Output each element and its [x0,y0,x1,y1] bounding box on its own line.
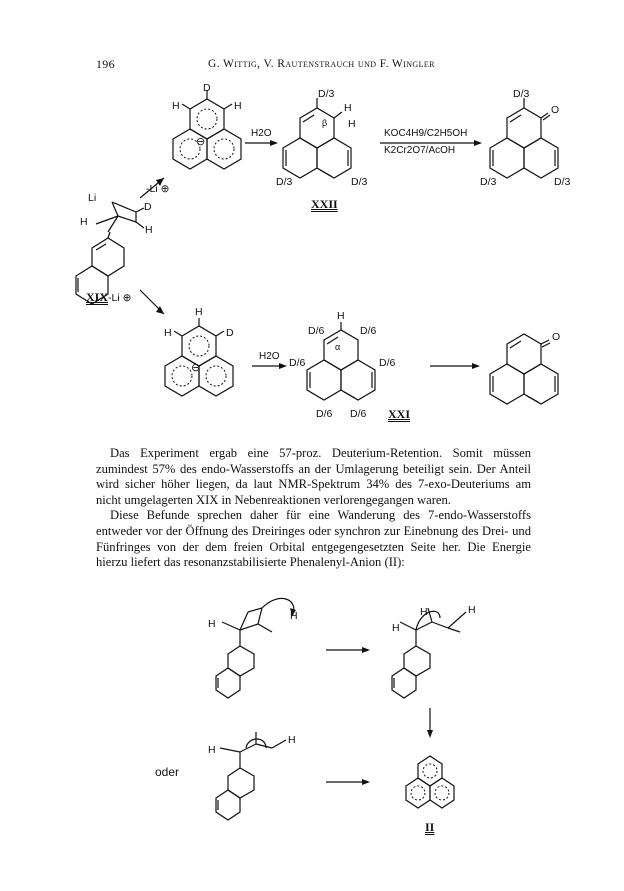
label-h-1: H [172,100,180,112]
paragraph-2: Diese Befunde sprechen daher für eine Wanderung des 7-endo-Wasserstoffs entweder vor der Öffnung des Dreiringes oder synchron zur Einebnung des Drei- und Fünfringes von der dem freien Orbital entgegengesetzten Seite her. Die Energie hierzu liefert das resonanzstabilisierte Phenalenyl-Anion (II): [96,508,531,570]
compound-xxii-structure [283,98,351,178]
label-h-mech-2b: H [392,622,400,634]
label-h-mech-1b: H [290,610,298,622]
label-li-plus: -Li ⊕ [146,183,170,195]
label-h-mech-3b: H [288,734,296,746]
mechanism-structure-1 [216,598,296,698]
label-li-plus-2: -Li ⊕ [108,292,132,304]
label-h-mech-2: H [420,606,428,618]
label-d3-product-right: D/3 [554,176,571,188]
mechanism-structure-2 [392,608,466,698]
reagent-koc: KOC4H9/C2H5OH [384,128,468,139]
label-d6-xxi-3: D/6 [289,357,306,369]
phenalenyl-anion-ii [406,756,454,808]
label-h-mech-1: H [208,618,216,630]
label-d3-xxii-top: D/3 [318,88,335,100]
body-text [96,446,531,571]
label-d6-xxi-1: D/6 [308,325,325,337]
label-h-2: H [234,100,242,112]
label-h-xix-2: H [145,224,153,236]
anion-minus-1: ⊖ [196,136,206,148]
label-h-lower: H [195,306,203,318]
label-h-xxii: H [344,102,352,114]
phenalenone-structure [490,334,558,404]
label-h-mech-3: H [208,744,216,756]
label-d3-product-left: D/3 [480,176,497,188]
compound-xxi-label: XXI [388,407,411,421]
phenalenyl-anion-d [173,90,241,169]
compound-xix-label: XIX [86,290,109,304]
label-h-xxi: H [337,310,345,322]
phenalenyl-anion-hd [165,318,233,396]
label-h-xix: H [80,216,88,228]
label-d6-xxi-6: D/6 [350,408,367,420]
page-number: 196 [96,57,115,71]
anion-minus-2: ⊖ [191,362,201,374]
paragraph-1: Das Experiment ergab eine 57-proz. Deuterium-Retention. Somit müssen zumindest 57% des endo-Wasserstoffs an der Umlagerung beteiligt sein. Der Anteil wird sicher höher liegen, da laut NMR-Spektrum 34% des 7-exo-Deuteriums am nicht umgelagerten XIX in Nebenreaktionen verlorengegangen waren. [96,446,531,507]
label-o-product: O [551,104,560,116]
label-alpha: α [335,342,341,352]
label-beta: β [322,118,328,128]
label-d6-xxi-4: D/6 [379,357,396,369]
label-d-lower: D [226,327,234,339]
label-o-phenalenone: O [552,331,561,343]
label-li: Li [88,192,97,204]
mechanism-structure-3 [216,732,286,820]
reagent-h2o-1: H2O [251,128,272,139]
label-d3-xxii-right: D/3 [351,176,368,188]
label-d-1: D [203,82,211,94]
reagent-h2o-2: H2O [259,351,280,362]
running-head: G. Wittig, V. Rautenstrauch und F. Wingler [208,58,435,70]
label-h-xxii-2: H [348,118,356,130]
compound-xxii-label: XXII [311,197,338,211]
label-h-mech-2c: H [468,604,476,616]
phenalenone-d3-structure [490,98,558,178]
label-d3-xxii-left: D/3 [276,176,293,188]
label-d6-xxi-2: D/6 [360,325,377,337]
label-h-lower-2: H [164,327,172,339]
label-d6-xxi-5: D/6 [316,408,333,420]
reagent-k2cr: K2Cr2O7/AcOH [384,145,456,156]
label-d-xix: D [144,201,152,213]
compound-ii-label: II [425,820,435,834]
label-d3-product-top: D/3 [513,88,530,100]
oder-label: oder [155,765,180,779]
